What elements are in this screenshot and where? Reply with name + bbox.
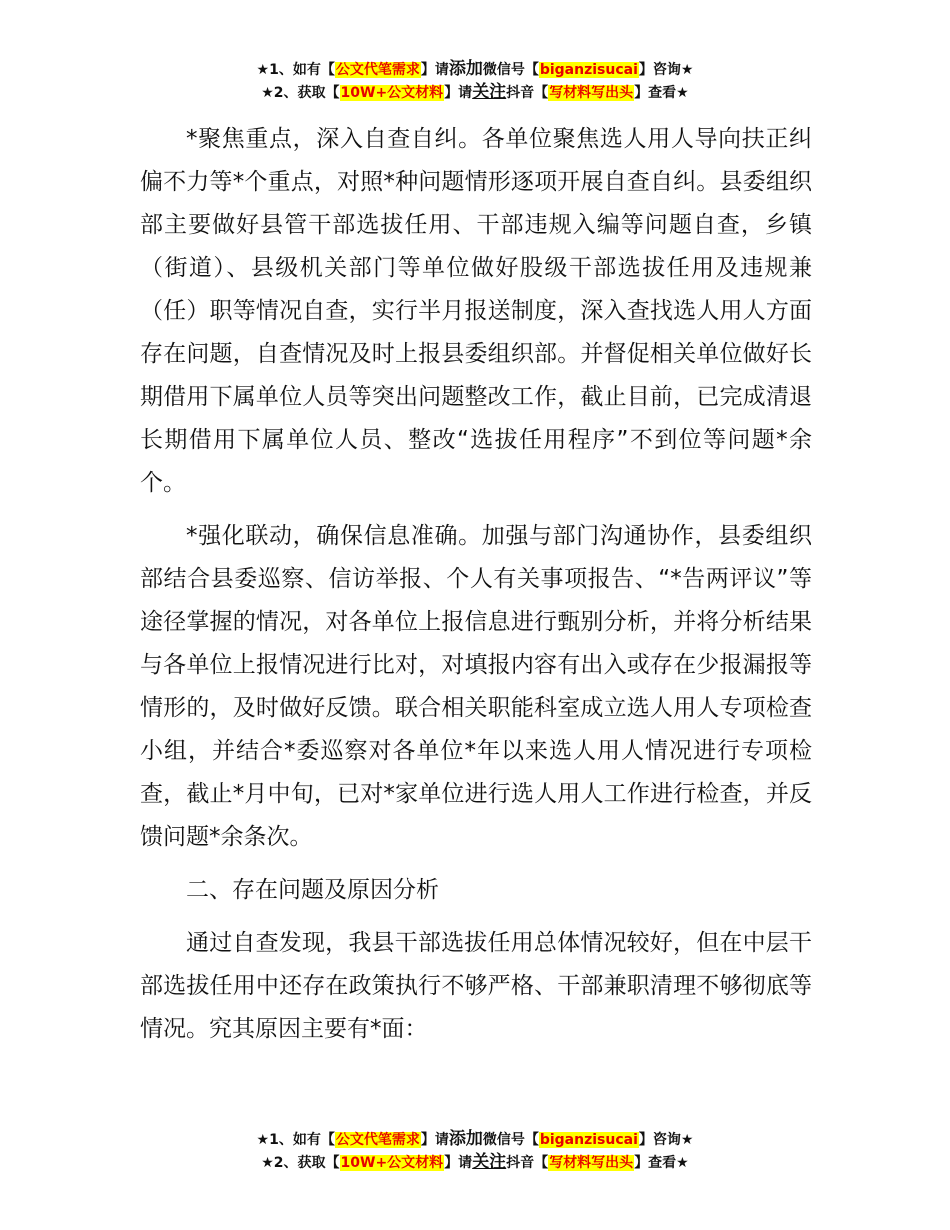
paragraph-self-inspection: *聚焦重点，深入自查自纠。各单位聚焦选人用人导向扶正纠偏不力等*个重点，对照*种问题情形逐项开展自查自纠。县委组织部主要做好县管干部选拔任用、干部违规入编等问题自查，乡镇（街道）、县级机关部门等单位做好股级干部选拔任用及违规兼（任）职等情况自查，实行半月报送制度，深入查找选人用人方面存在问题，自查情况及时上报县委组织部。并督促相关单位做好长期借用下属单位人员等突出问题整改工作，截止目前，已完成清退长期借用下属单位人员、整改“选拔任用程序”不到位等问题*余个。	[140, 126, 812, 496]
banner-text: 】咨询★	[638, 1132, 694, 1148]
highlight-wechat-id: biganzisucai	[539, 1132, 638, 1148]
paragraph-coordination: *强化联动，确保信息准确。加强与部门沟通协作，县委组织部结合县委巡察、信访举报、个人有关事项报告、“*告两评议”等途径掌握的情况，对各单位上报信息进行甄别分析，并将分析结果与各单位上报情况进行比对，对填报内容有出入或存在少报漏报等情形的，及时做好反馈。联合相关职能科室成立选人用人专项检查小组，并结合*委巡察对各单位*年以来选人用人情况进行专项检查，截止*月中旬，已对*家单位进行选人用人工作进行检查，并反馈问题*余条次。	[140, 523, 812, 850]
banner-text: 微信号【	[482, 1132, 539, 1148]
highlight-douyin-id: 写材料写出头	[549, 85, 634, 101]
banner-text: ★1、如有【	[256, 62, 335, 78]
highlight-service: 公文代笔需求	[335, 62, 420, 78]
banner-text: 】请	[444, 1155, 473, 1171]
banner-text: 】查看★	[634, 1155, 689, 1171]
header-banner	[0, 58, 950, 104]
highlight-materials: 10W+公文材料	[340, 1155, 444, 1171]
highlight-service: 公文代笔需求	[335, 1132, 420, 1148]
document-body	[140, 118, 812, 1051]
banner-text: ★1、如有【	[256, 1132, 335, 1148]
banner-emphasis: 添加	[448, 1129, 483, 1149]
banner-line-2	[0, 81, 950, 104]
banner-text: 抖音【	[506, 85, 549, 101]
banner-text: ★2、获取【	[261, 85, 340, 101]
footer-banner	[0, 1128, 950, 1174]
banner-text: 】查看★	[634, 85, 689, 101]
banner-text: 】请	[420, 1132, 449, 1148]
highlight-douyin-id: 写材料写出头	[549, 1155, 634, 1171]
section-heading: 二、存在问题及原因分析	[186, 877, 439, 903]
banner-text: 】咨询★	[638, 62, 694, 78]
banner-emphasis: 关注	[472, 1152, 507, 1172]
banner-emphasis: 关注	[472, 82, 507, 102]
highlight-materials: 10W+公文材料	[340, 85, 444, 101]
banner-line-2	[0, 1151, 950, 1174]
banner-text: 】请	[444, 85, 473, 101]
banner-text: 抖音【	[506, 1155, 549, 1171]
highlight-wechat-id: biganzisucai	[539, 62, 638, 78]
paragraph-problems: 通过自查发现，我县干部选拔任用总体情况较好，但在中层干部选拔任用中还存在政策执行不够严格、干部兼职清理不够彻底等情况。究其原因主要有*面：	[140, 930, 812, 1042]
banner-text: ★2、获取【	[261, 1155, 340, 1171]
banner-text: 】请	[420, 62, 449, 78]
banner-emphasis: 添加	[448, 59, 483, 79]
banner-line-1	[0, 1128, 950, 1151]
banner-text: 微信号【	[482, 62, 539, 78]
banner-line-1	[0, 58, 950, 81]
